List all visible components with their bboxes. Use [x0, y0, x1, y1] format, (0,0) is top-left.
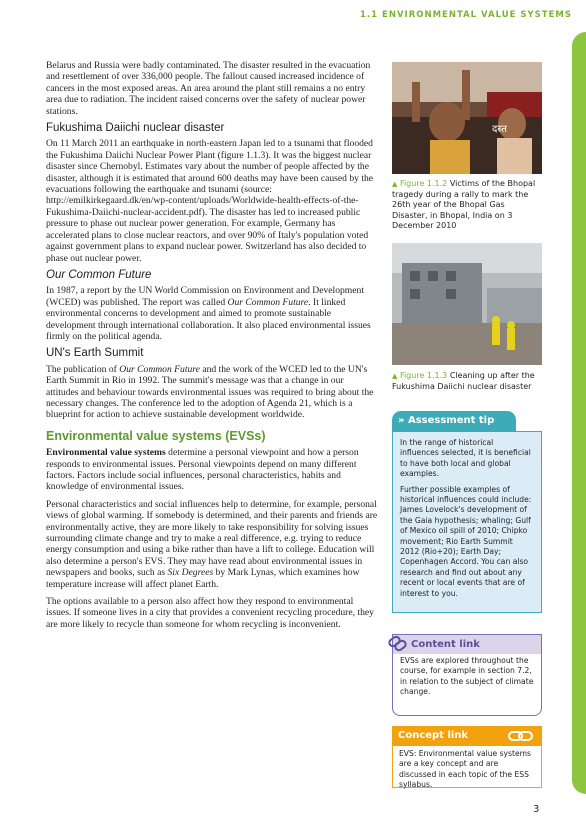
ocf-text-b: . It linked environmental concerns to development and aimed to promote sustainable development through international collaboration. It also placed environmental issues firmly on the political agenda.	[46, 296, 371, 342]
chain-link-icon	[387, 632, 409, 661]
assessment-tip-header	[392, 411, 516, 431]
running-head: 1.1 ENVIRONMENTAL VALUE SYSTEMS	[360, 10, 572, 20]
bhopal-rally-photo	[392, 62, 542, 174]
assessment-tip-para-1: In the range of historical influences selected, it is beneficial to have both local and global examples.	[400, 438, 531, 479]
evs-para1-rest: determine a personal viewpoint and how a person responds to environmental issues. Personal viewpoints depend on many different factors. Factors include social influences, personal characteristics, habits and knowledge of environmental issues.	[46, 447, 359, 493]
double-chevron-icon: »	[398, 415, 405, 426]
content-link-header	[392, 634, 542, 654]
assessment-tip-title: Assessment tip	[407, 415, 495, 426]
svg-text:दस्त: दस्त	[492, 124, 507, 135]
page-number: 3	[533, 804, 540, 815]
our-common-future-paragraph	[46, 285, 378, 342]
evs-paragraph-1	[46, 447, 378, 493]
assessment-tip-box	[392, 431, 542, 613]
concept-link-box	[392, 746, 542, 788]
evs-heading: Environmental value systems (EVSs)	[46, 428, 266, 443]
evs-term: Environmental value systems	[46, 447, 166, 459]
content-link-title: Content link	[411, 639, 480, 650]
figure-caption-1-1-2	[392, 179, 542, 232]
concept-link-text: EVS: Environmental value systems are a key concept and are discussed in each topic of the ESS syllabus.	[399, 749, 532, 790]
evs-paragraph-3: The options available to a person also affect how they respond to environmental issues. If someone lives in a city that provides a convenient recycling procedure, they are more likely to recycle than someone for whom recycling is inconvenient.	[46, 596, 374, 630]
earth-summit-paragraph	[46, 364, 378, 421]
summit-text-a: The publication of	[46, 363, 120, 375]
our-common-future-heading: Our Common Future	[46, 268, 152, 281]
fukushima-paragraph: On 11 March 2011 an earthquake in north-eastern Japan led to a tsunami that flooded the Fukushima Daiichi Nuclear Power Plant (figure 1.1.3). It was the biggest nuclear disaster since Chernobyl. Estimates vary about the number of people affected by the disaster, although it is estimated that around 600 deaths may have been caused by the evacuations following the earthquake and tsunami (source: http://emilkirkegaard.dk/en/wp-content/uploads/Worldwide-health-effects-of-the-Fukushima-Daiichi-nuclear-accident.pdf). The disaster has led to increased public pressure to phase out nuclear power generation. For example, Germany has accelerated plans to close nuclear reactors, and over 90% of Italy's population voted against government plans to expand nuclear power. Switzerland has also decided to phase out nuclear power.	[46, 138, 374, 264]
concept-link-header	[392, 726, 542, 746]
figure-label: Figure 1.1.3	[399, 371, 448, 380]
evs-paragraph-2	[46, 499, 378, 590]
figure-label: Figure 1.1.2	[399, 179, 448, 188]
six-degrees-italic: Six Degrees	[167, 567, 214, 579]
section-tab	[572, 32, 586, 794]
figure-caption-text: Victims of the Bhopal tragedy during a rally to mark the 26th year of the Bhopal Gas Disaster, in Bhopal, India on 3 December 2010	[392, 179, 536, 231]
evs-para2-b: by Mark Lynas, which examines how temperature increase will affect planet Earth.	[46, 567, 360, 590]
summit-text-b: and the work of the WCED led to the UN's Earth Summit in Rio in 1992. The summit's message was that a change in our attitudes and behaviour towards environmental issues was required to bring about the necessary changes. The conference led to the adoption of Agenda 21, which is a blueprint for action to achieve sustainable development worldwide.	[46, 363, 374, 421]
intro-paragraph: Belarus and Russia were badly contaminated. The disaster resulted in the evacuation and resettlement of over 336,000 people. The fallout caused increased incidence of cancers in the most exposed areas. An area around the plant still remains a no entry area due to radiation. The incident raised concerns over the safety of nuclear power stations.	[46, 60, 371, 117]
evs-para2-a: Personal characteristics and social influences help to determine, for example, personal views of global warming. If somebody is determined, and their parents and friends are environmentally active, they are more likely to take responsibility for solving issues surrounding climate change and try to make a real difference, e.g. trying to reduce energy consumption and using a bike rather than have a lift to college. Education will also determine a person's EVS. They may have read about environmental issues in newspapers and books, such as	[46, 498, 378, 579]
assessment-tip-para-2: Further possible examples of historical influences could include: James Lovelock's development of the Gaia hypothesis; whaling; Gulf of Mexico oil spill of 2010; Chipko movement; Rio Earth Summit 2012 (Rio+20); Earth Day; Copenhagen Accord. You can also research and find out about any recent or local events that are of interest to you.	[400, 484, 532, 598]
concept-link-title: Concept link	[398, 730, 469, 741]
fukushima-cleanup-photo	[392, 243, 542, 365]
content-link-text: EVSs are explored throughout the course, for example in section 7.2, in relation to the subject of climate change.	[400, 656, 534, 697]
ocf-text-a: In 1987, a report by the UN World Commission on Environment and Development (WCED) was published. The report was called	[46, 285, 364, 308]
figure-caption-1-1-3	[392, 371, 542, 392]
summit-title-italic: Our Common Future	[119, 363, 200, 375]
ocf-title-italic: Our Common Future	[227, 296, 309, 308]
earth-summit-heading: UN's Earth Summit	[46, 347, 144, 360]
fukushima-heading: Fukushima Daiichi nuclear disaster	[46, 122, 225, 135]
main-column	[46, 60, 378, 636]
figure-marker-icon: ▲	[392, 180, 398, 188]
figure-caption-text: Cleaning up after the Fukushima Daiichi nuclear disaster	[392, 371, 535, 391]
figure-marker-icon: ▲	[392, 372, 398, 380]
